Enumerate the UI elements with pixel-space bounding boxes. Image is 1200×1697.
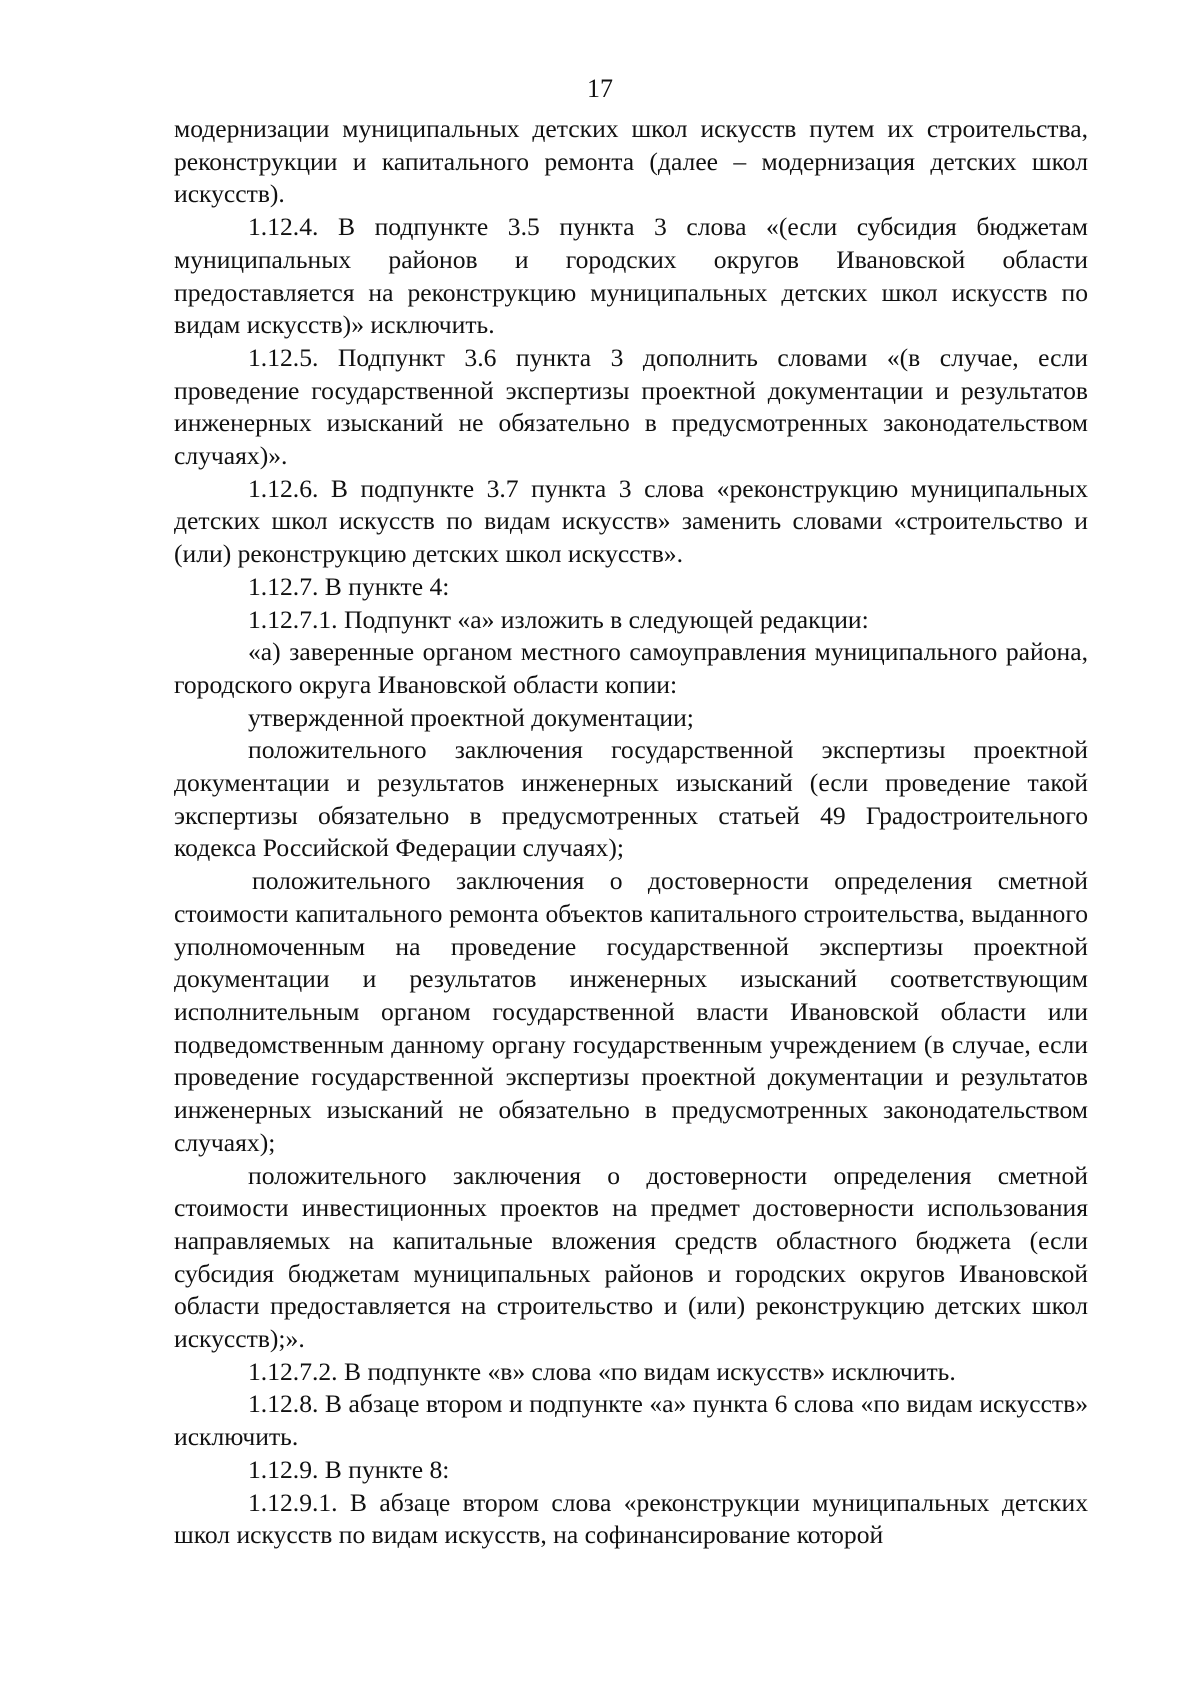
document-body <box>174 113 1088 1552</box>
paragraph-continuation: модернизации муниципальных детских школ искусств путем их строительства, реконструкции и капитального ремонта (далее – модернизация детских школ искусств). <box>174 114 1088 209</box>
paragraph-cost-conclusion-investment: положительного заключения о достоверности определения сметной стоимости инвестиционных проектов на предмет достоверности использования направляемых на капитальные вложения средств областного бюджета (если субсидия бюджетам муниципальных районов и городских округов Ивановской области предоставляется на строительство и (или) реконструкцию детских школ искусств);». <box>174 1160 1088 1354</box>
paragraph-1-12-7-1: 1.12.7.1. Подпункт «а» изложить в следующей редакции: <box>248 604 869 634</box>
paragraph-1-12-9-1: 1.12.9.1. В абзаце втором слова «реконструкции муниципальных детских школ искусств по видам искусств, на софинансирование которой <box>174 1487 1088 1550</box>
paragraph-1-12-7: 1.12.7. В пункте 4: <box>248 571 450 601</box>
paragraph-cost-conclusion-repair: положительного заключения о достоверности определения сметной стоимости капитального ремонта объектов капитального строительства, выданного уполномоченным на проведение государственной экспертизы проектной документации и результатов инженерных изысканий соответствующим исполнительным органом государственной власти Ивановской области или подведомственным данному органу государственным учреждением (в случае, если проведение государственной экспертизы проектной документации и результатов инженерных изысканий не обязательно в предусмотренных законодательством случаях); <box>174 866 1088 1157</box>
page-number: 17 <box>587 74 613 103</box>
paragraph-1-12-6: 1.12.6. В подпункте 3.7 пункта 3 слова «реконструкцию муниципальных детских школ искусств по видам искусств» заменить словами «строительство и (или) реконструкцию детских школ искусств». <box>174 473 1088 569</box>
paragraph-expertise-conclusion: положительного заключения государственной экспертизы проектной документации и результатов инженерных изысканий (если проведение такой экспертизы обязательно в предусмотренных статьей 49 Градостроительного кодекса Российской Федерации случаях); <box>174 735 1088 863</box>
paragraph-1-12-5: 1.12.5. Подпункт 3.6 пункта 3 дополнить словами «(в случае, если проведение государственной экспертизы проектной документации и результатов инженерных изысканий не обязательно в предусмотренных законодательством случаях)». <box>174 342 1088 471</box>
paragraph-1-12-4: 1.12.4. В подпункте 3.5 пункта 3 слова «(если субсидия бюджетам муниципальных районов и городских округов Ивановской области предоставляется на реконструкцию муниципальных детских школ искусств по видам искусств)» исключить. <box>174 212 1088 340</box>
paragraph-1-12-7-2: 1.12.7.2. В подпункте «в» слова «по видам искусств» исключить. <box>248 1356 956 1386</box>
paragraph-approved-docs: утвержденной проектной документации; <box>248 702 694 732</box>
paragraph-1-12-8: 1.12.8. В абзаце втором и подпункте «а» пункта 6 слова «по видам искусств» исключить. <box>174 1389 1088 1452</box>
paragraph-subitem-a: «а) заверенные органом местного самоуправления муниципального района, городского округа Ивановской области копии: <box>174 637 1088 699</box>
paragraph-1-12-9: 1.12.9. В пункте 8: <box>248 1454 450 1484</box>
